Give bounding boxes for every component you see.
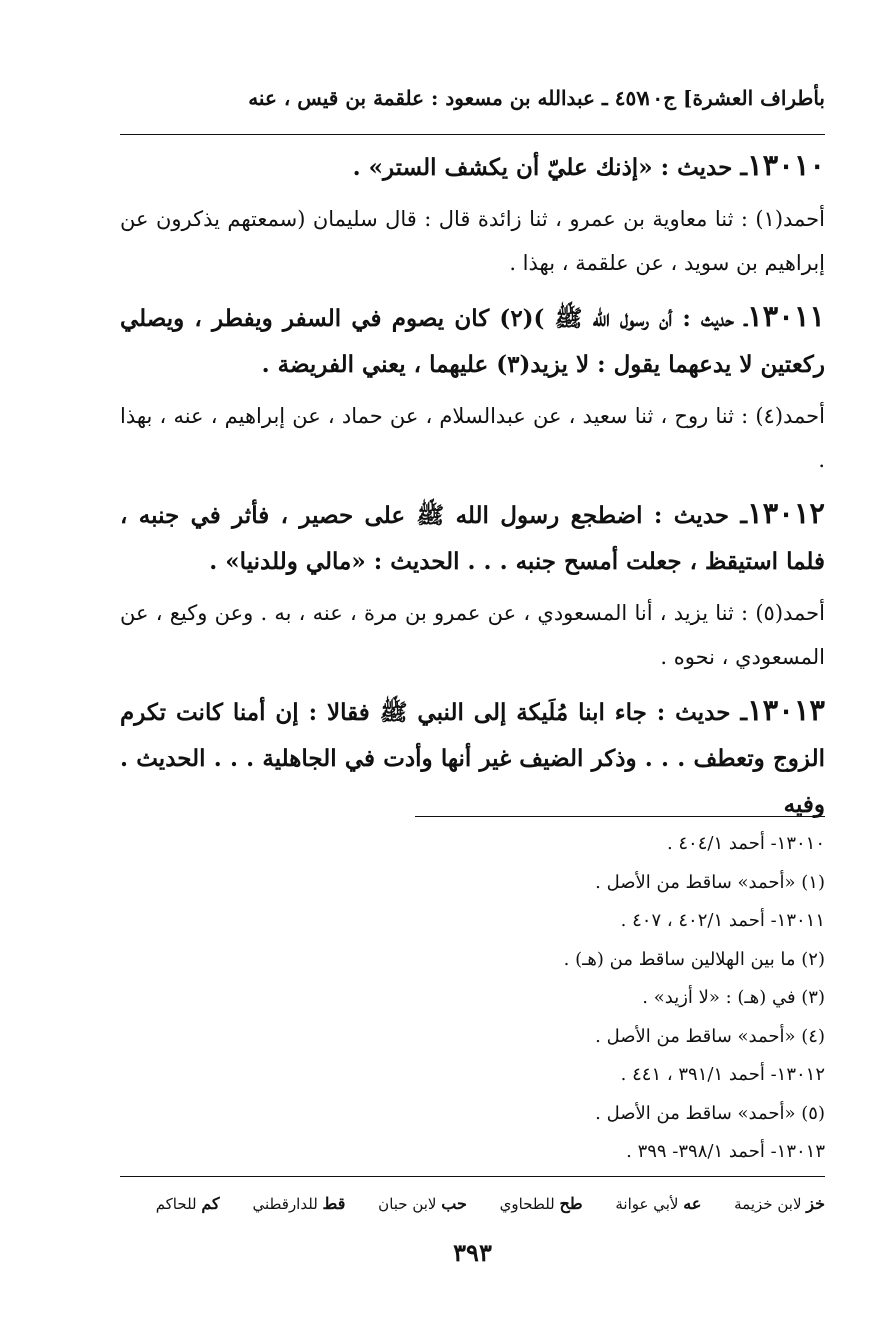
page-number: ٣٩٣ xyxy=(453,1238,492,1267)
abbreviation-item: حب لابن حبان xyxy=(378,1194,467,1213)
hadith-text: ١٣٠١٠ـ حديث : «إذنك عليّ أن يكشف الستر» . xyxy=(352,148,825,182)
abbreviation-item: خز لابن خزيمة xyxy=(734,1194,825,1213)
footnote: ١٣٠١٣- أحمد ٣٩٨/١- ٣٩٩ . xyxy=(626,1141,825,1162)
abbreviation-divider xyxy=(120,1176,825,1177)
hadith-entry xyxy=(120,687,825,828)
header-chapter: ٤٥٧ ـ عبدالله بن مسعود : علقمة بن قيس ، عنه xyxy=(248,86,647,110)
footnote-divider xyxy=(415,816,825,817)
abbreviation-item: قط للدارقطني xyxy=(252,1194,346,1213)
isnad-chain: أحمد(٤) : ثنا روح ، ثنا سعيد ، عن عبدالسلام ، عن حماد ، عن إبراهيم ، عنه ، بهذا . xyxy=(120,404,825,472)
hadith-entry xyxy=(120,490,825,679)
abbreviation-item: كم للحاكم xyxy=(155,1194,220,1213)
footnote: (٢) ما بين الهلالين ساقط من (هـ) . xyxy=(563,948,825,970)
footnote: (١) «أحمد» ساقط من الأصل . xyxy=(595,871,825,893)
footnote: ١٣٠١١- أحمد ٤٠٢/١ ، ٤٠٧ . xyxy=(620,910,825,931)
hadith-number: ١٣٠١٣ xyxy=(747,693,825,727)
footnote: ١٣٠١٢- أحمد ٣٩١/١ ، ٤٤١ . xyxy=(620,1064,825,1085)
isnad-chain: أحمد(١) : ثنا معاوية بن عمرو ، ثنا زائدة قال : قال سليمان (سمعتهم يذكرون عن إبراهيم بن سويد ، عن علقمة ، بهذا . xyxy=(120,207,825,275)
header-divider xyxy=(120,134,825,135)
hadith-text: ١٣٠١٢ـ حديث : اضطجع رسول الله ﷺ على حصير ، فأثر في جنبه ، فلما استيقظ ، جعلت أمسح جنبه . . . الحديث : «مالي وللدنيا» . xyxy=(120,496,825,575)
hadith-text: ١٣٠١٣ـ حديث : جاء ابنا مُلَيكة إلى النبي ﷺ فقالا : إن أمنا كانت تكرم الزوج وتعطف . . . وذكر الضيف غير أنها وأدت في الجاهلية . . . الحديث . وفيه xyxy=(120,693,825,818)
isnad-chain: أحمد(٥) : ثنا يزيد ، أنا المسعودي ، عن عمرو بن مرة ، عنه ، به . وعن وكيع ، عن المسعودي ، نحوه . xyxy=(120,601,825,669)
footnote: ١٣٠١٠- أحمد ٤٠٤/١ . xyxy=(666,833,825,854)
hadith-number: ١٣٠١١ xyxy=(747,299,825,333)
hadith-number: ١٣٠١٢ xyxy=(747,496,825,530)
abbreviation-item: عه لأبي عوانة xyxy=(615,1194,702,1213)
footnote: (٤) «أحمد» ساقط من الأصل . xyxy=(595,1025,825,1047)
hadith-text: ١٣٠١١ـ حديث : أن رسول الله ﷺ )(٢) كان يصوم في السفر ويفطر ، ويصلي ركعتين لا يدعهما يقول : لا يزيد(٣) عليهما ، يعني الفريضة . xyxy=(120,299,825,378)
footnote: (٣) في (هـ) : «لا أزيد» . xyxy=(642,987,825,1008)
abbreviation-key xyxy=(120,1194,825,1213)
hadith-entry xyxy=(120,293,825,482)
footnote: (٥) «أحمد» ساقط من الأصل . xyxy=(595,1102,825,1124)
running-header xyxy=(120,86,825,122)
book-page xyxy=(120,0,825,1325)
header-volume: بأطراف العشرة] ج١٠ xyxy=(641,86,825,110)
abbreviation-item: طح للطحاوي xyxy=(499,1194,583,1213)
footnotes xyxy=(125,825,825,1172)
main-text xyxy=(120,142,825,836)
hadith-entry xyxy=(120,142,825,285)
hadith-number: ١٣٠١٠ xyxy=(747,148,825,182)
